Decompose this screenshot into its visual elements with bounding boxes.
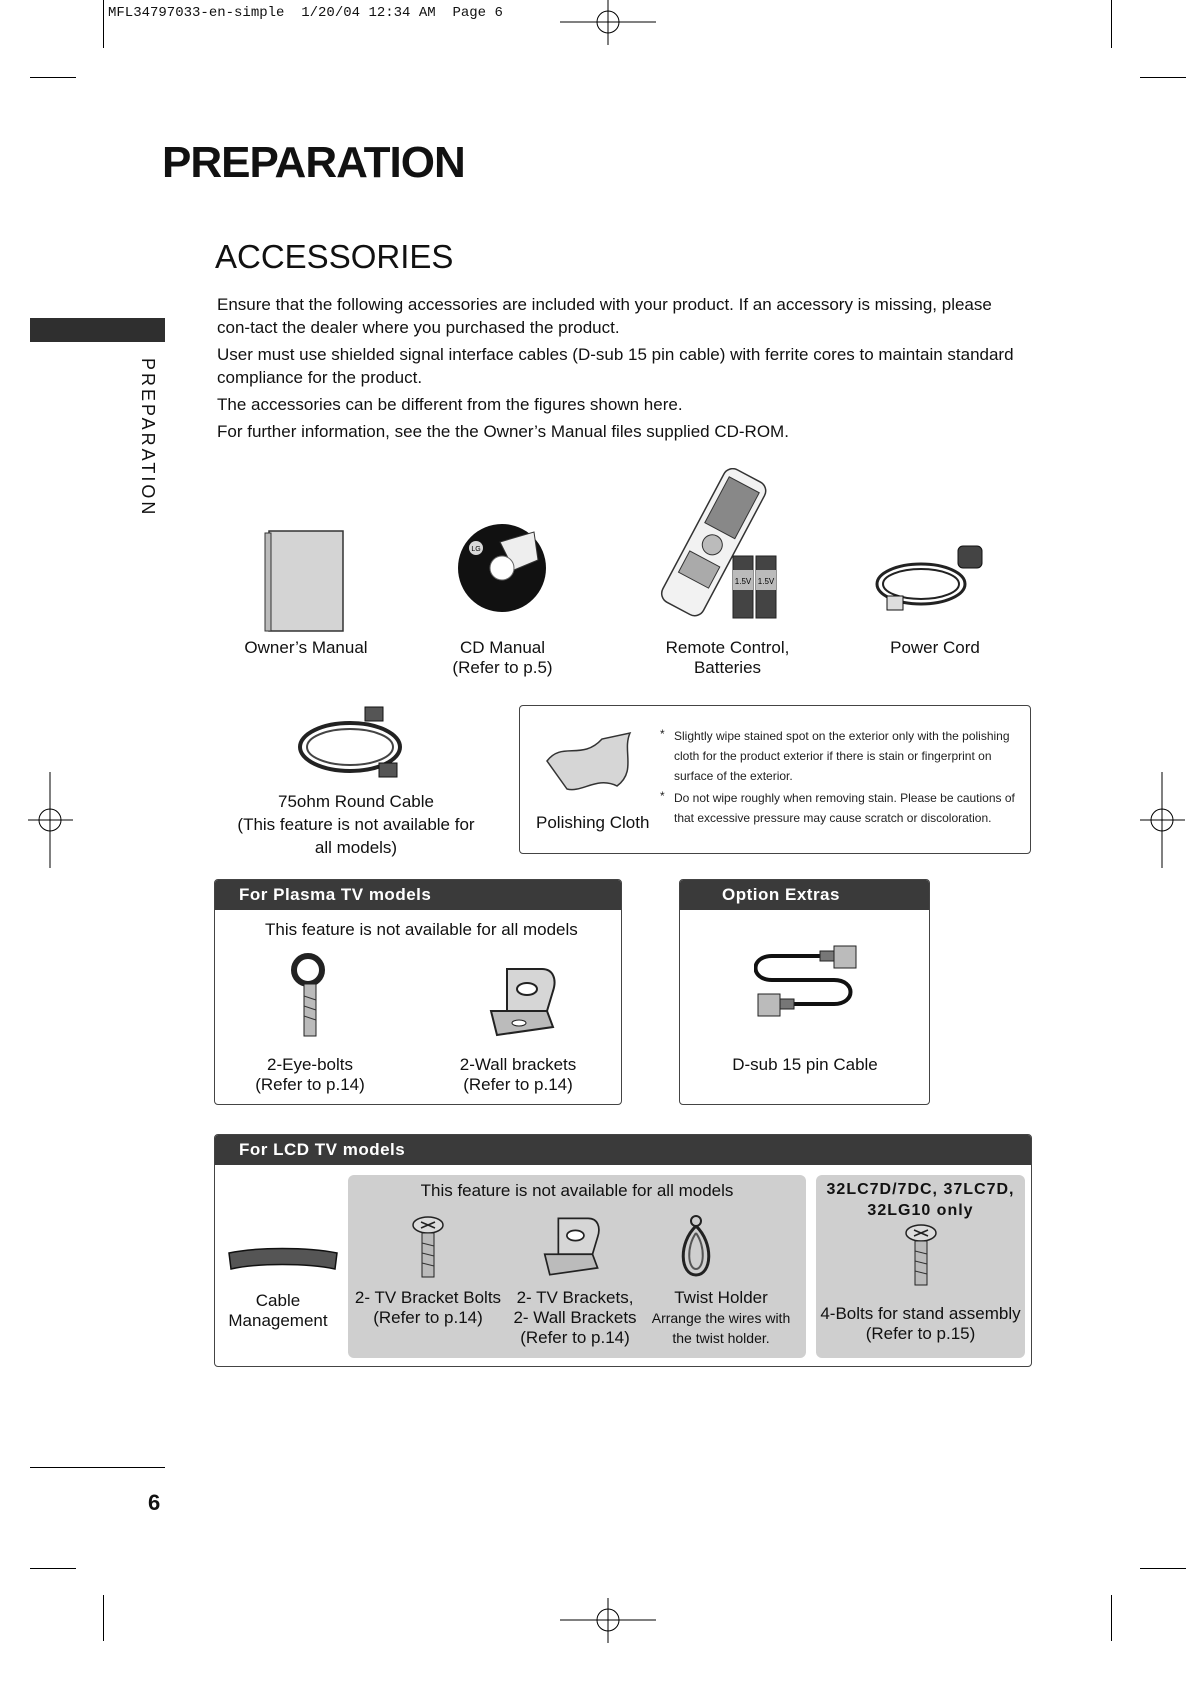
- eye-bolts-label: [225, 1055, 395, 1095]
- cd-manual-ref: (Refer to p.5): [452, 658, 553, 677]
- tv-brackets-text: 2- TV Brackets,: [516, 1288, 634, 1307]
- round-cable-label: [226, 790, 486, 859]
- power-cord-icon: [873, 544, 988, 614]
- twist-holder-text: Twist Holder: [674, 1288, 768, 1307]
- polishing-cloth-label: Polishing Cloth: [536, 813, 650, 832]
- twist-holder-icon: [676, 1213, 716, 1279]
- intro-paragraph: User must use shielded signal interface cables (D-sub 15 pin cable) with ferrite cores to maintain standard compliance for the product.: [217, 345, 1014, 387]
- cable-management-label: [223, 1291, 333, 1331]
- remote-text: Remote Control,: [665, 638, 790, 657]
- round-cable-note: all models): [314, 838, 398, 857]
- wall-brackets-ref: (Refer to p.14): [463, 1075, 573, 1094]
- bracket-bolts-label: [348, 1288, 508, 1328]
- stand-bolt-icon: [904, 1223, 938, 1287]
- lcd-header: For LCD TV models: [215, 1135, 1031, 1165]
- bracket-bolts-text: 2- TV Bracket Bolts: [354, 1288, 502, 1307]
- cd-manual-text: CD Manual: [459, 638, 546, 657]
- option-header: Option Extras: [680, 880, 929, 910]
- crop-mark: [103, 1595, 104, 1641]
- round-cable-text: 75ohm Round Cable: [278, 792, 434, 811]
- wall-brackets-text: 2-Wall brackets: [459, 1055, 577, 1074]
- crop-mark: [1140, 1568, 1186, 1569]
- polishing-note: Do not wipe roughly when removing stain. Please be cautions of that excessive pressure may cause scratch or discoloration.: [674, 791, 1015, 825]
- crop-mark: [30, 77, 76, 78]
- section-title: ACCESSORIES: [215, 238, 454, 275]
- stand-bolts-label: [816, 1304, 1025, 1344]
- bullet: *: [660, 789, 665, 803]
- round-cable-icon: [295, 705, 410, 780]
- tv-brackets-label: [495, 1288, 655, 1348]
- registration-mark-top: [560, 0, 656, 45]
- cloth-icon: [542, 731, 637, 793]
- stand-bolts-text: 4-Bolts for stand assembly: [820, 1304, 1021, 1323]
- crop-mark: [1140, 77, 1186, 78]
- intro-paragraph: Ensure that the following accessories are included with your product. If an accessory is missing, please con-tact the dealer where you purchased the product.: [217, 295, 992, 337]
- power-cord-label: Power Cord: [890, 638, 980, 657]
- option-extras-box: [679, 879, 930, 1105]
- crop-mark: [30, 1568, 76, 1569]
- registration-mark-right: [1140, 772, 1185, 868]
- dsub-label: D-sub 15 pin Cable: [732, 1055, 878, 1074]
- page-number: 6: [148, 1490, 161, 1515]
- intro-paragraph: The accessories can be different from the figures shown here.: [217, 395, 683, 414]
- page-title: PREPARATION: [162, 138, 465, 187]
- bracket-bolt-icon: [411, 1215, 445, 1279]
- page-number-rule: [30, 1467, 165, 1468]
- stand-bolts-ref: (Refer to p.15): [865, 1324, 976, 1343]
- lcd-model-panel: [816, 1175, 1025, 1358]
- twist-holder-desc: the twist holder.: [672, 1330, 770, 1346]
- owners-manual-label: Owner’s Manual: [244, 638, 368, 657]
- lcd-note: This feature is not available for all models: [420, 1181, 734, 1200]
- remote-label: [640, 638, 815, 678]
- model-text: 32LC7D/7DC, 37LC7D,: [826, 1181, 1015, 1198]
- tv-brackets-ref: (Refer to p.14): [520, 1328, 630, 1347]
- lcd-box: [214, 1134, 1032, 1367]
- intro-text: [217, 293, 1017, 447]
- twist-holder-desc: Arrange the wires with: [651, 1310, 791, 1326]
- crop-mark: [1111, 1595, 1112, 1641]
- registration-mark-left: [28, 772, 73, 868]
- battery-label: 1.5V: [734, 577, 752, 586]
- registration-mark-bottom: [560, 1598, 656, 1643]
- battery-label: 1.5V: [757, 577, 775, 586]
- side-tab-bar: [30, 318, 165, 342]
- twist-holder-label: [641, 1288, 801, 1348]
- batteries-text: Batteries: [693, 658, 762, 677]
- plasma-note: This feature is not available for all models: [265, 920, 578, 939]
- wall-brackets-text: 2- Wall Brackets: [513, 1308, 637, 1327]
- cd-logo: LG: [471, 546, 481, 553]
- lcd-optional-panel: [348, 1175, 806, 1358]
- cable-management-icon: [227, 1247, 339, 1279]
- model-text: 32LG10 only: [867, 1202, 974, 1219]
- cd-icon: [456, 522, 548, 614]
- tv-bracket-icon: [540, 1215, 604, 1279]
- crop-mark: [1111, 0, 1112, 48]
- plasma-header: For Plasma TV models: [215, 880, 621, 910]
- cd-manual-label: [420, 638, 585, 678]
- dsub-cable-icon: [754, 942, 864, 1022]
- wall-bracket-icon: [487, 965, 559, 1040]
- polishing-note: Slightly wipe stained spot on the exterior only with the polishing cloth for the product exterior if there is stain or fingerprint on surface of the exterior.: [674, 729, 1010, 783]
- crop-mark: [103, 0, 104, 48]
- eye-bolts-ref: (Refer to p.14): [255, 1075, 365, 1094]
- wall-brackets-label: [433, 1055, 603, 1095]
- intro-paragraph: For further information, see the the Owner’s Manual files supplied CD-ROM.: [217, 422, 789, 441]
- eye-bolts-text: 2-Eye-bolts: [267, 1055, 353, 1074]
- manual-icon: [263, 529, 345, 633]
- plasma-box: [214, 879, 622, 1105]
- polishing-notes: [660, 726, 1015, 828]
- cable-management-text: Management: [228, 1311, 328, 1330]
- round-cable-note: (This feature is not available for: [237, 815, 475, 834]
- bracket-bolts-ref: (Refer to p.14): [373, 1308, 483, 1327]
- remote-control-icon: [650, 468, 780, 620]
- model-list: [816, 1179, 1025, 1221]
- polishing-cloth-box: [519, 705, 1031, 854]
- bullet: *: [660, 727, 665, 741]
- eye-bolt-icon: [290, 952, 330, 1040]
- cable-management-text: Cable: [255, 1291, 301, 1310]
- print-header: MFL34797033-en-simple 1/20/04 12:34 AM Page 6: [108, 5, 503, 21]
- side-tab-label: PREPARATION: [138, 358, 158, 518]
